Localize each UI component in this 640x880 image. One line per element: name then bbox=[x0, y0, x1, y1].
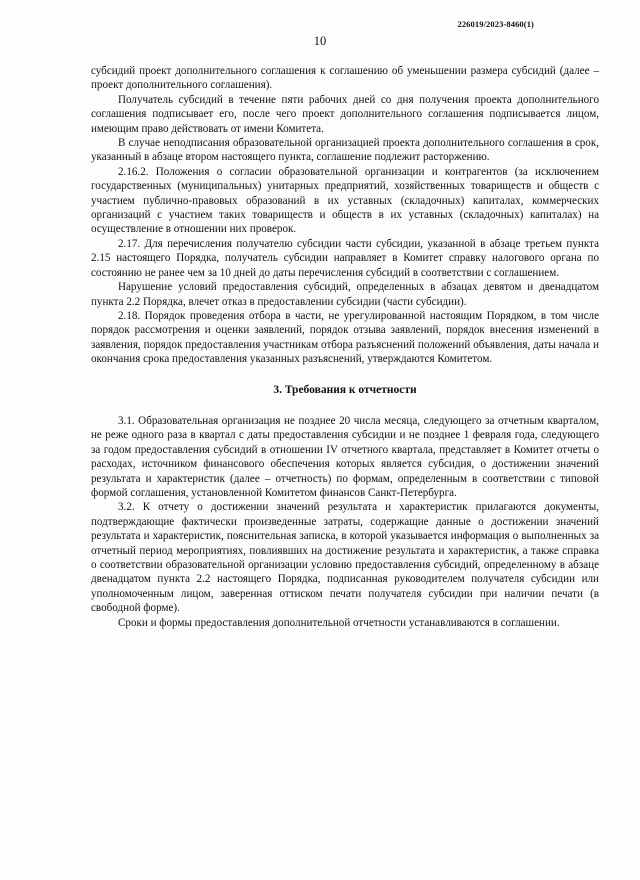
document-body bbox=[91, 64, 599, 630]
paragraph: Нарушение условий предоставления субсидий, определенных в абзацах девятом и двенадцатом пункта 2.2 Порядка, влечет отказ в предоставлении субсидии (части субсидии). bbox=[91, 281, 599, 308]
document-number: 226019/2023-8460(1) bbox=[457, 19, 534, 29]
paragraph: Получатель субсидий в течение пяти рабочих дней со дня получения проекта дополнительного соглашения подписывает его, после чего проект дополнительного соглашения подписывается лицом, имеющим право действовать от имени Комитета. bbox=[91, 93, 599, 135]
paragraph: субсидий проект дополнительного соглашения к соглашению об уменьшении размера субсидий (далее – проект дополнительного соглашения). bbox=[91, 65, 599, 92]
paragraph-2-18: 2.18. Порядок проведения отбора в части, не урегулированной настоящим Порядком, в том числе порядок рассмотрения и оценки заявлений, порядок отзыва заявлений, порядок внесения изменений в заявления, порядок предоставления участникам отбора разъяснений положений объявления, даты начала и окончания срока предоставления указанных разъяснений, утверждаются Комитетом. bbox=[91, 309, 599, 366]
paragraph: Сроки и формы предоставления дополнительной отчетности устанавливаются в соглашении. bbox=[118, 616, 560, 629]
section-heading: 3. Требования к отчетности bbox=[273, 383, 417, 396]
paragraph-3-2: 3.2. К отчету о достижении значений результата и характеристик прилагаются документы, подтверждающие фактически произведенные затраты, содержащие данные о достижении значений результата и характеристик, пояснительная записка, в которой указывается информация о выполненных за отчетный период мероприятиях, повлиявших на достижение результата и характеристик, а также справка о соответствии образовательной организации условию предоставления субсидий, определенному в абзаце двенадцатом пункта 2.2 настоящего Порядка, подписанная руководителем получателя субсидии или уполномоченным лицом, заверенная оттиском печати получателя субсидии при наличии печати (в свободной форме). bbox=[91, 501, 599, 615]
paragraph-2-17: 2.17. Для перечисления получателю субсидии части субсидии, указанной в абзаце третьем пункта 2.15 настоящего Порядка, получатель субсидии направляет в Комитет справку налогового органа по состоянию не ранее чем за 10 дней до даты перечисления субсидий в соответствии с соглашением. bbox=[91, 237, 599, 279]
paragraph: В случае неподписания образовательной организацией проекта дополнительного соглашения в срок, указанный в абзаце втором настоящего пункта, соглашение подлежит расторжению. bbox=[91, 137, 599, 164]
paragraph-2-16-2: 2.16.2. Положения о согласии образовательной организации и контрагентов (за исключением государственных (муниципальных) унитарных предприятий, хозяйственных товариществ и обществ с участием публично-правовых образований в их уставных (складочных) капиталах, коммерческих организаций с участием таких товариществ и обществ в их уставных (складочных) капиталах) на осуществление в отношении них проверок. bbox=[91, 165, 599, 236]
page-number: 10 bbox=[313, 34, 327, 48]
paragraph-3-1: 3.1. Образовательная организация не позднее 20 числа месяца, следующего за отчетным кварталом, не реже одного раза в квартал с даты предоставления субсидии и не позднее 1 февраля года, следующего за годом предоставления субсидий в отношении IV отчетного квартала, представляет в Комитет отчеты о расходах, источником финансового обеспечения которых является субсидия, о достижении значений результата и характеристик (далее – отчетность) по формам, определенным в соответствии с типовой формой соглашения, установленной Комитетом финансов Санкт-Петербурга. bbox=[91, 414, 599, 499]
